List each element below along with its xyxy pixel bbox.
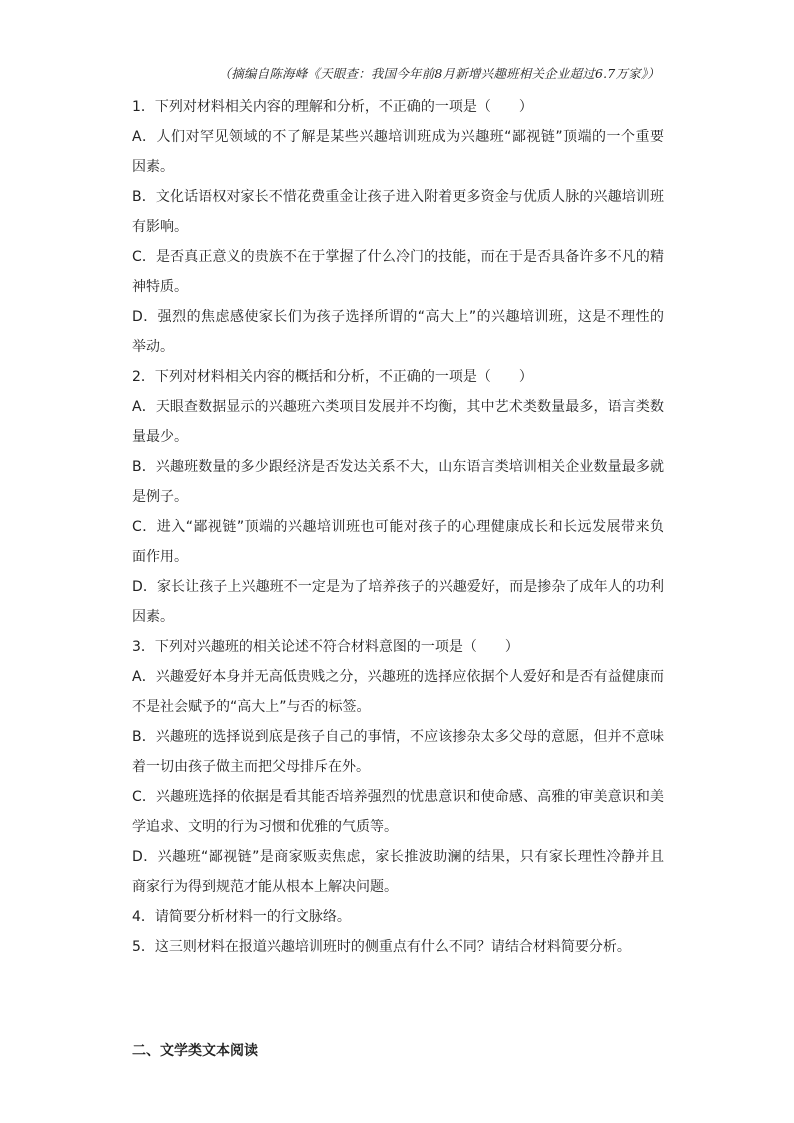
question-2-option-c-line-1: C．进入“鄙视链”顶端的兴趣培训班也可能对孩子的心理健康成长和长远发展带来负 — [132, 519, 664, 535]
question-1-option-d-line-2: 举动。 — [132, 339, 174, 355]
question-5: 5．这三则材料在报道兴趣培训班时的侧重点有什么不同？请结合材料简要分析。 — [132, 939, 631, 955]
question-3-option-c-line-2: 学追求、文明的行为习惯和优雅的气质等。 — [132, 819, 398, 835]
question-2-option-d-line-1: D．家长让孩子上兴趣班不一定是为了培养孩子的兴趣爱好，而是掺杂了成年人的功利 — [132, 579, 664, 595]
questions-block — [132, 92, 664, 962]
question-3-option-c-line-1: C．兴趣班选择的依据是看其能否培养强烈的忧患意识和使命感、高雅的审美意识和美 — [132, 789, 664, 805]
source-citation: （摘编自陈海峰《天眼查：我国今年前8月新增兴趣班相关企业超过6.7万家》） — [218, 66, 660, 81]
question-2-option-d-line-2: 因素。 — [132, 609, 174, 625]
question-3-option-b-line-1: B．兴趣班的选择说到底是孩子自己的事情，不应该掺杂太多父母的意愿，但并不意味 — [132, 729, 664, 745]
question-3-option-b-line-2: 着一切由孩子做主而把父母排斥在外。 — [132, 759, 370, 775]
question-1-option-d-line-1: D．强烈的焦虑感使家长们为孩子选择所谓的“高大上”的兴趣培训班，这是不理性的 — [132, 309, 664, 325]
question-3-option-a-line-2: 不是社会赋予的“高大上”与否的标签。 — [132, 699, 371, 715]
question-1-option-b-line-2: 有影响。 — [132, 219, 188, 235]
question-2-stem: 2．下列对材料相关内容的概括和分析，不正确的一项是（ ） — [132, 369, 533, 385]
question-3-option-d-line-2: 商家行为得到规范才能从根本上解决问题。 — [132, 879, 398, 895]
question-1-option-c-line-1: C．是否真正意义的贵族不在于掌握了什么冷门的技能，而在于是否具备许多不凡的精 — [132, 249, 664, 265]
question-3-stem: 3．下列对兴趣班的相关论述不符合材料意图的一项是（ ） — [132, 639, 519, 655]
section-heading: 二、文学类文本阅读 — [132, 1043, 258, 1059]
question-3-option-d-line-1: D．兴趣班“鄙视链”是商家贩卖焦虑，家长推波助澜的结果，只有家长理性冷静并且 — [132, 849, 664, 865]
question-3-option-a-line-1: A．兴趣爱好本身并无高低贵贱之分，兴趣班的选择应依据个人爱好和是否有益健康而 — [132, 669, 664, 685]
question-2-option-a-line-2: 量最少。 — [132, 429, 188, 445]
question-1-option-c-line-2: 神特质。 — [132, 279, 188, 295]
question-2-option-c-line-2: 面作用。 — [132, 549, 188, 565]
question-1-option-a-line-2: 因素。 — [132, 159, 174, 175]
question-1-stem: 1．下列对材料相关内容的理解和分析，不正确的一项是（ ） — [132, 99, 533, 115]
question-2-option-a-line-1: A．天眼查数据显示的兴趣班六类项目发展并不均衡，其中艺术类数量最多，语言类数 — [132, 399, 664, 415]
question-1-option-b-line-1: B．文化话语权对家长不惜花费重金让孩子进入附着更多资金与优质人脉的兴趣培训班 — [132, 189, 664, 205]
question-4: 4．请简要分析材料一的行文脉络。 — [132, 909, 351, 925]
question-2-option-b-line-1: B．兴趣班数量的多少跟经济是否发达关系不大，山东语言类培训相关企业数量最多就 — [132, 459, 664, 475]
question-1-option-a-line-1: A．人们对罕见领域的不了解是某些兴趣培训班成为兴趣班“鄙视链”顶端的一个重要 — [132, 129, 664, 145]
question-2-option-b-line-2: 是例子。 — [132, 489, 188, 505]
